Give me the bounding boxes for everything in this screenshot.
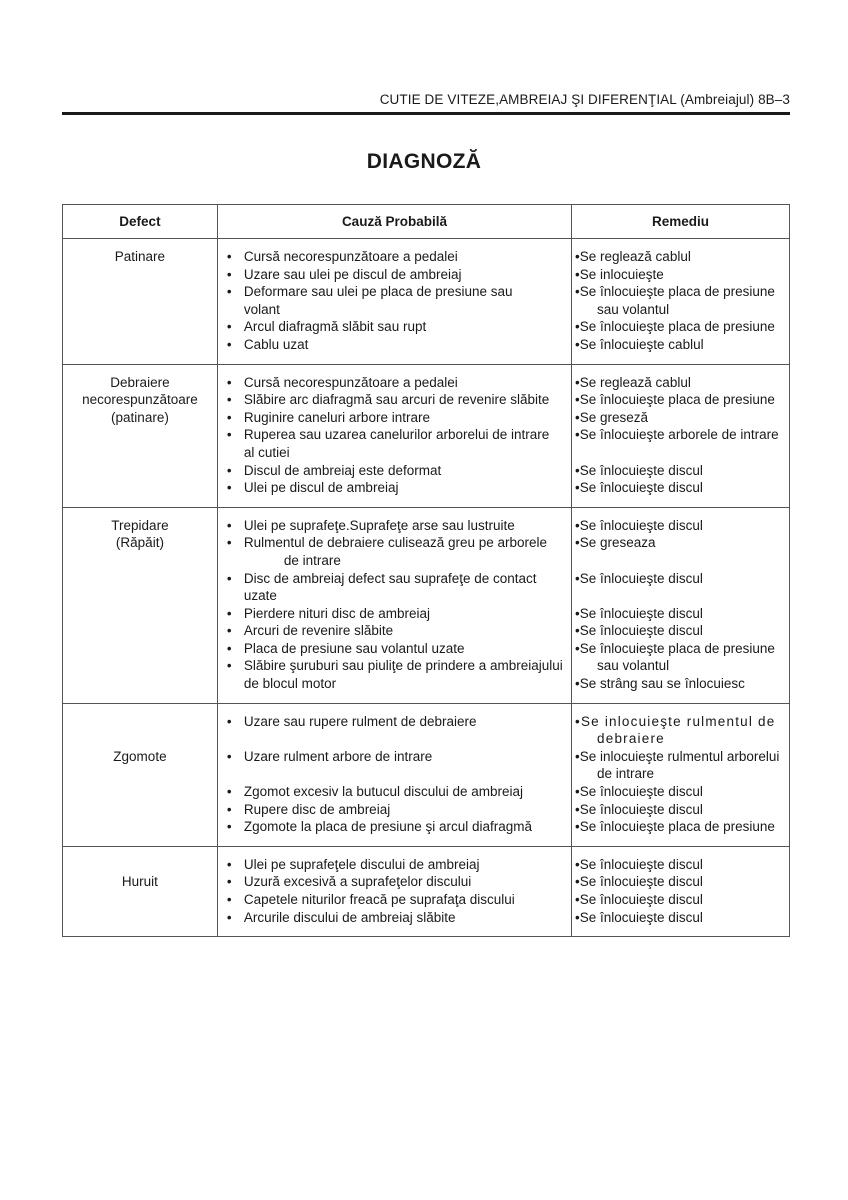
remedy-list xyxy=(572,713,789,836)
remedy-text: •Se înlocuieşte discul xyxy=(575,462,703,478)
defect-cell xyxy=(63,239,218,365)
bullet-icon: • xyxy=(226,874,232,890)
remedy-item xyxy=(575,856,789,874)
diagnosis-table xyxy=(62,204,790,937)
cause-text: Ulei pe suprafeţele discului de ambreiaj xyxy=(243,856,480,872)
cause-text: Zgomot excesiv la butucul discului de ambreiaj xyxy=(243,784,524,800)
bullet-icon: • xyxy=(226,517,232,533)
cause-item xyxy=(218,873,571,891)
cause-text: Cursă necorespunzătoare a pedalei xyxy=(243,374,458,390)
table-body xyxy=(63,239,790,937)
bullet-icon: • xyxy=(226,713,232,729)
cause-text: Pierdere nituri disc de ambreiaj xyxy=(243,605,430,621)
defect-label: Trepidare xyxy=(111,517,169,533)
cause-text: Uzură excesivă a suprafeţelor discului xyxy=(243,874,472,890)
remedy-text: •Se înlocuieşte placa de presiune xyxy=(575,640,775,656)
bullet-icon: • xyxy=(226,392,232,408)
cause-item xyxy=(218,605,571,623)
bullet-icon: • xyxy=(226,336,232,352)
cause-list xyxy=(218,856,571,926)
cause-cell xyxy=(217,364,571,507)
defect-label xyxy=(63,713,217,731)
cause-item xyxy=(218,534,571,569)
cause-cell xyxy=(217,507,571,703)
cause-text-continuation: de intrare xyxy=(283,552,341,568)
remedy-item xyxy=(575,783,789,801)
cause-item xyxy=(218,909,571,927)
remedy-text: •Se înlocuieşte discul xyxy=(575,517,703,533)
remedy-item xyxy=(575,873,789,891)
cause-text: Deformare sau ulei pe placa de presiune sau xyxy=(243,284,513,300)
remedy-text: •Se înlocuieşte discul xyxy=(575,892,703,907)
cause-text: Uzare rulment arbore de intrare xyxy=(243,748,433,764)
remedy-text-continuation: de intrare xyxy=(597,766,655,782)
remedy-text: •Se înlocuieşte discul xyxy=(575,605,703,621)
cause-text: Ulei pe suprafeţe.Suprafeţe arse sau lustruite xyxy=(243,517,515,533)
bullet-icon: • xyxy=(226,605,232,621)
cause-item xyxy=(218,622,571,640)
cause-item xyxy=(218,391,571,409)
bullet-icon: • xyxy=(226,249,232,264)
defect-label: Patinare xyxy=(114,249,166,264)
remedy-item xyxy=(575,587,789,605)
remedy-text: •Se inlocuieşte xyxy=(575,266,664,282)
cause-item xyxy=(218,570,571,605)
remedy-item xyxy=(575,248,789,266)
remedy-item xyxy=(575,801,789,819)
remedy-list xyxy=(572,248,789,354)
cause-item xyxy=(218,318,571,336)
remedy-text: •Se înlocuieşte discul xyxy=(575,623,703,639)
remedy-item xyxy=(575,426,789,444)
cause-item xyxy=(218,248,571,266)
remedy-text: •Se inlocuieşte rulmentul arborelui xyxy=(575,748,780,764)
cause-item xyxy=(218,783,571,801)
cause-text: Capetele niturilor freacă pe suprafaţa discului xyxy=(243,892,515,907)
bullet-icon: • xyxy=(226,570,232,586)
cause-item xyxy=(218,657,571,692)
defect-cell xyxy=(63,364,218,507)
remedy-text: •Se înlocuieşte arborele de intrare xyxy=(575,427,779,443)
remedy-item xyxy=(575,570,789,588)
remedy-text: •Se înlocuieşte discul xyxy=(575,909,703,925)
remedy-item xyxy=(575,713,789,748)
defect-label: necorespunzătoare xyxy=(82,392,198,408)
bullet-icon: • xyxy=(226,266,232,282)
cause-text: Cablu uzat xyxy=(243,336,309,352)
bullet-icon: • xyxy=(226,856,232,872)
cause-text: Arcurile discului de ambreiaj slăbite xyxy=(243,909,456,925)
defect-label: Zgomote xyxy=(113,748,167,764)
column-header-cause: Cauză Probabilă xyxy=(217,205,571,239)
cause-text: Slăbire arc diafragmă sau arcuri de revenire slăbite xyxy=(243,392,550,408)
cause-item xyxy=(218,409,571,427)
cause-text: Rupere disc de ambreiaj xyxy=(243,801,391,817)
remedy-text: •Se înlocuieşte discul xyxy=(575,801,703,817)
defect-label: Huruit xyxy=(121,874,158,890)
bullet-icon: • xyxy=(226,427,232,443)
cause-text-continuation: volant xyxy=(243,301,280,317)
remedy-text: •Se inlocuieşte rulmentul de xyxy=(575,713,776,729)
bullet-icon: • xyxy=(226,784,232,800)
remedy-item xyxy=(575,622,789,640)
remedy-item xyxy=(575,336,789,354)
cause-text: Zgomote la placa de presiune şi arcul diafragmă xyxy=(243,819,533,835)
cause-item xyxy=(218,462,571,480)
remedy-list xyxy=(572,374,789,497)
cause-item xyxy=(218,713,571,731)
remedy-cell xyxy=(572,703,790,846)
remedy-item xyxy=(575,640,789,675)
remedy-text: •Se înlocuieşte placa de presiune xyxy=(575,319,775,335)
table-row xyxy=(63,846,790,936)
remedy-text: •Se înlocuieşte discul xyxy=(575,784,703,800)
cause-item xyxy=(218,818,571,836)
cause-cell xyxy=(217,239,571,365)
remedy-item xyxy=(575,409,789,427)
remedy-item xyxy=(575,534,789,552)
cause-item xyxy=(218,765,571,783)
bullet-icon: • xyxy=(226,319,232,335)
remedy-text: •Se înlocuieşte cablul xyxy=(575,336,704,352)
column-header-defect: Defect xyxy=(63,205,218,239)
cause-text-continuation: de blocul motor xyxy=(243,676,337,692)
bullet-icon: • xyxy=(226,462,232,478)
remedy-item xyxy=(575,748,789,783)
table-row xyxy=(63,703,790,846)
remedy-text: •Se înlocuieşte discul xyxy=(575,874,703,890)
cause-item xyxy=(218,856,571,874)
remedy-item xyxy=(575,517,789,535)
table-row xyxy=(63,507,790,703)
cause-text: Uzare sau rupere rulment de debraiere xyxy=(243,713,477,729)
cause-list xyxy=(218,517,571,693)
remedy-item xyxy=(575,444,789,462)
cause-text: Cursă necorespunzătoare a pedalei xyxy=(243,249,458,264)
cause-item xyxy=(218,374,571,392)
remedy-item xyxy=(575,818,789,836)
remedy-text: •Se înlocuieşte placa de presiune xyxy=(575,819,775,835)
bullet-icon: • xyxy=(226,409,232,425)
cause-list xyxy=(218,374,571,497)
cause-item xyxy=(218,426,571,461)
cause-text: Discul de ambreiaj este deformat xyxy=(243,462,442,478)
cause-text: Rulmentul de debraiere culisează greu pe arborele xyxy=(243,535,548,551)
remedy-item xyxy=(575,909,789,927)
cause-item xyxy=(218,640,571,658)
bullet-icon: • xyxy=(226,284,232,300)
remedy-item xyxy=(575,318,789,336)
defect-cell xyxy=(63,846,218,936)
cause-text: Disc de ambreiaj defect sau suprafeţe de contact xyxy=(243,570,537,586)
cause-item xyxy=(218,801,571,819)
bullet-icon: • xyxy=(226,748,232,764)
remedy-item xyxy=(575,374,789,392)
remedy-item xyxy=(575,462,789,480)
bullet-icon: • xyxy=(226,819,232,835)
cause-item xyxy=(218,266,571,284)
cause-text: Ruginire caneluri arbore intrare xyxy=(243,409,430,425)
bullet-icon: • xyxy=(226,801,232,817)
bullet-icon: • xyxy=(226,640,232,656)
defect-label: (patinare) xyxy=(111,409,169,425)
remedy-cell xyxy=(572,364,790,507)
table-row xyxy=(63,239,790,365)
defect-label: Debraiere xyxy=(110,374,170,390)
remedy-text: •Se strâng sau se înlocuiesc xyxy=(575,676,745,692)
header-rule xyxy=(62,112,790,115)
cause-item xyxy=(218,283,571,318)
remedy-text: •Se greseză xyxy=(575,409,649,425)
bullet-icon: • xyxy=(226,374,232,390)
remedy-cell xyxy=(572,239,790,365)
remedy-item xyxy=(575,552,789,570)
bullet-icon: • xyxy=(226,535,232,551)
cause-cell xyxy=(217,703,571,846)
cause-text: Ruperea sau uzarea canelurilor arborelui de intrare xyxy=(243,427,550,443)
cause-list xyxy=(218,248,571,354)
page-title: DIAGNOZĂ xyxy=(366,150,482,173)
remedy-item xyxy=(575,283,789,318)
bullet-icon: • xyxy=(226,480,232,496)
remedy-list xyxy=(572,856,789,926)
defect-label xyxy=(63,730,217,748)
remedy-item xyxy=(575,479,789,497)
cause-text: Ulei pe discul de ambreiaj xyxy=(243,480,399,496)
remedy-text-continuation: debraiere xyxy=(597,731,665,747)
table-header-row xyxy=(63,205,790,239)
running-header: CUTIE DE VITEZE,AMBREIAJ ŞI DIFERENŢIAL (Ambreiajul) 8B–3 xyxy=(379,92,790,107)
cause-text: Arcul diafragmă slăbit sau rupt xyxy=(243,319,427,335)
column-header-remedy: Remediu xyxy=(572,205,790,239)
defect-label: (Răpăit) xyxy=(115,535,164,551)
remedy-item xyxy=(575,891,789,909)
cause-text: Placa de presiune sau volantul uzate xyxy=(243,640,465,656)
defect-label xyxy=(63,856,217,874)
bullet-icon: • xyxy=(226,909,232,925)
remedy-item xyxy=(575,391,789,409)
remedy-text: •Se reglează cablul xyxy=(575,374,691,390)
cause-item xyxy=(218,479,571,497)
cause-item xyxy=(218,748,571,766)
remedy-text: •Se înlocuieşte placa de presiune xyxy=(575,392,775,408)
remedy-text: •Se reglează cablul xyxy=(575,249,691,264)
cause-text: Slăbire şuruburi sau piuliţe de prindere a ambreiajului xyxy=(243,658,563,674)
remedy-text: •Se greseaza xyxy=(575,535,656,551)
remedy-item xyxy=(575,605,789,623)
remedy-cell xyxy=(572,846,790,936)
remedy-list xyxy=(572,517,789,693)
defect-cell xyxy=(63,703,218,846)
cause-text-continuation: uzate xyxy=(243,588,277,604)
cause-item xyxy=(218,517,571,535)
bullet-icon: • xyxy=(226,892,232,907)
cause-cell xyxy=(217,846,571,936)
cause-text: Uzare sau ulei pe discul de ambreiaj xyxy=(243,266,462,282)
defect-cell xyxy=(63,507,218,703)
bullet-icon: • xyxy=(226,658,232,674)
remedy-text-continuation: sau volantul xyxy=(597,658,670,674)
cause-text-continuation: al cutiei xyxy=(243,444,290,460)
remedy-text: •Se înlocuieşte discul xyxy=(575,480,703,496)
bullet-icon: • xyxy=(226,623,232,639)
remedy-text: •Se înlocuieşte placa de presiune xyxy=(575,284,775,300)
cause-item xyxy=(218,730,571,748)
cause-item xyxy=(218,891,571,909)
remedy-item xyxy=(575,675,789,693)
remedy-cell xyxy=(572,507,790,703)
cause-item xyxy=(218,336,571,354)
cause-list xyxy=(218,713,571,836)
remedy-text: •Se înlocuieşte discul xyxy=(575,570,703,586)
remedy-text-continuation: sau volantul xyxy=(597,301,670,317)
cause-text: Arcuri de revenire slăbite xyxy=(243,623,394,639)
remedy-item xyxy=(575,266,789,284)
table-row xyxy=(63,364,790,507)
remedy-text: •Se înlocuieşte discul xyxy=(575,856,703,872)
